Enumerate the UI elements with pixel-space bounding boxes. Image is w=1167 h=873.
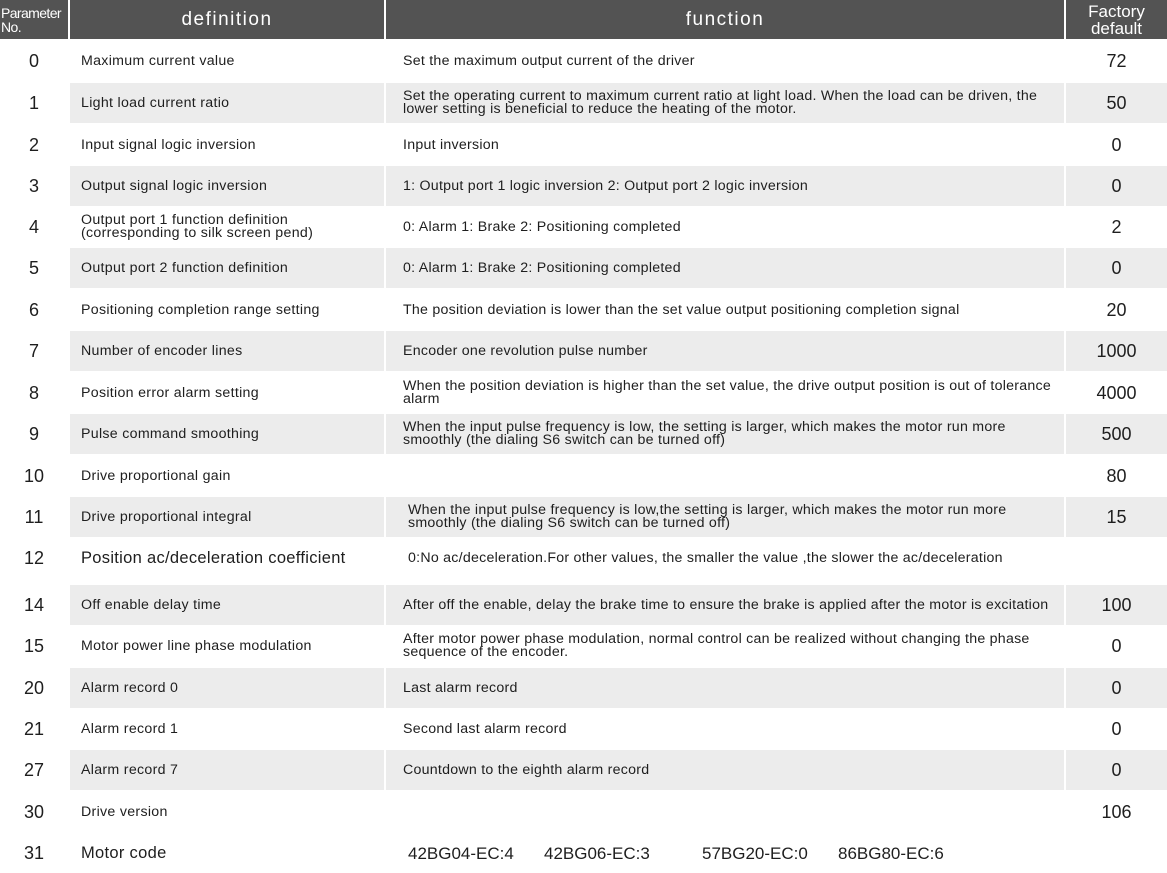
param-definition: Light load current ratio [70, 83, 384, 123]
param-no: 12 [23, 547, 45, 568]
param-no: 21 [23, 718, 45, 739]
param-definition: Drive version [81, 803, 168, 820]
param-no: 4 [28, 216, 39, 237]
param-function: The position deviation is lower than the set value output positioning completion signal [403, 301, 960, 318]
param-function: 0: Alarm 1: Brake 2: Positioning completed [386, 248, 1064, 288]
param-definition: Output port 1 function definition (corresponding to silk screen pend) [81, 212, 314, 241]
table-row [0, 585, 1167, 625]
param-definition: Maximum current value [81, 52, 235, 69]
table-row [0, 166, 1167, 206]
param-default: 0 [1066, 750, 1167, 790]
param-function: Encoder one revolution pulse number [386, 331, 1064, 371]
table-row [0, 41, 1167, 81]
param-function: When the input pulse frequency is low,the setting is larger, which makes the motor run more smoothly (the dialing S6 switch can be turned off) [386, 497, 1064, 537]
table-row [0, 792, 1167, 832]
param-no: 14 [23, 594, 45, 615]
param-default: 72 [1106, 50, 1127, 71]
param-no: 1 [28, 92, 39, 113]
param-default: 0 [1111, 134, 1122, 155]
table-row [0, 497, 1167, 537]
motor-codes [386, 833, 1064, 873]
param-definition: Output signal logic inversion [70, 166, 384, 206]
param-function: When the input pulse frequency is low, the setting is larger, which makes the motor run more smoothly (the dialing S6 switch can be turned off) [386, 414, 1064, 454]
param-function: Input inversion [403, 136, 500, 153]
header-parameter-label: Parameter [1, 4, 61, 21]
param-default: 2 [1111, 216, 1122, 237]
param-no: 2 [28, 134, 39, 155]
param-function [386, 792, 1064, 832]
table-row [0, 373, 1167, 413]
param-default [1066, 833, 1167, 873]
table-row [0, 538, 1167, 578]
param-no: 15 [23, 635, 45, 656]
param-no: 30 [23, 801, 45, 822]
param-default: 80 [1106, 465, 1127, 486]
param-definition: Off enable delay time [70, 585, 384, 625]
param-definition: Positioning completion range setting [81, 301, 320, 318]
param-default: 100 [1066, 585, 1167, 625]
param-default: 0 [1111, 635, 1122, 656]
param-definition: Alarm record 7 [70, 750, 384, 790]
table-row [0, 626, 1167, 666]
header-definition: definition [181, 8, 273, 30]
table-row [0, 290, 1167, 330]
param-definition: Motor power line phase modulation [81, 637, 312, 654]
param-definition: Output port 2 function definition [70, 248, 384, 288]
header-no-label: No. [1, 18, 21, 35]
table-row [0, 207, 1167, 247]
param-function [386, 456, 1064, 496]
param-definition: Position error alarm setting [81, 384, 259, 401]
param-default: 50 [1066, 83, 1167, 123]
param-function: After off the enable, delay the brake time to ensure the brake is applied after the motor is excitation [386, 585, 1064, 625]
table-header [0, 0, 1167, 39]
param-definition: Drive proportional gain [81, 467, 231, 484]
param-no: 10 [23, 465, 45, 486]
param-default: 0 [1066, 166, 1167, 206]
param-definition: Pulse command smoothing [70, 414, 384, 454]
table-row [0, 709, 1167, 749]
param-no: 3 [28, 175, 39, 196]
table-row [0, 750, 1167, 790]
table-row [0, 83, 1167, 123]
param-function: 0:No ac/deceleration.For other values, the smaller the value ,the slower the ac/deceleration [408, 549, 1003, 566]
header-parameter-no [0, 0, 68, 39]
motor-code: 42BG06-EC:3 [544, 843, 650, 863]
param-no: 20 [23, 677, 45, 698]
param-function: 0: Alarm 1: Brake 2: Positioning completed [403, 218, 681, 235]
header-factory-label: Factory [1088, 1, 1145, 21]
param-no: 6 [28, 299, 39, 320]
param-default: 0 [1066, 668, 1167, 708]
param-definition: Input signal logic inversion [81, 136, 256, 153]
param-function: Last alarm record [386, 668, 1064, 708]
param-default: 20 [1106, 299, 1127, 320]
motor-code: 42BG04-EC:4 [408, 843, 514, 863]
param-definition: Number of encoder lines [70, 331, 384, 371]
table-row [0, 248, 1167, 288]
param-default: 1000 [1066, 331, 1167, 371]
param-default: 0 [1066, 248, 1167, 288]
param-no: 7 [28, 340, 39, 361]
table-row [0, 125, 1167, 165]
param-function: 1: Output port 1 logic inversion 2: Output port 2 logic inversion [386, 166, 1064, 206]
param-function: Set the maximum output current of the driver [403, 52, 695, 69]
param-default: 500 [1066, 414, 1167, 454]
header-default-label: default [1090, 18, 1143, 38]
param-no: 0 [28, 50, 39, 71]
param-no: 9 [28, 423, 39, 444]
table-row [0, 833, 1167, 873]
motor-code: 86BG80-EC:6 [838, 843, 944, 863]
table-row [0, 456, 1167, 496]
param-default: 15 [1066, 497, 1167, 537]
param-definition: Drive proportional integral [70, 497, 384, 537]
param-function: After motor power phase modulation, normal control can be realized without changing the phase sequence of the encoder. [403, 631, 1030, 660]
param-default: 4000 [1096, 382, 1137, 403]
param-function: Second last alarm record [403, 720, 567, 737]
param-definition: Alarm record 1 [81, 720, 179, 737]
param-function: Set the operating current to maximum current ratio at light load. When the load can be driven, the lower setting is beneficial to reduce the heating of the motor. [386, 83, 1064, 123]
param-function: When the position deviation is higher than the set value, the drive output position is out of tolerance alarm [403, 378, 1052, 407]
table-row [0, 414, 1167, 454]
param-no: 27 [23, 759, 45, 780]
param-default: 0 [1111, 718, 1122, 739]
header-function: function [685, 8, 765, 30]
param-no: 5 [28, 257, 39, 278]
motor-code: 57BG20-EC:0 [702, 843, 808, 863]
table-row [0, 668, 1167, 708]
param-no: 11 [24, 506, 44, 527]
param-definition: Alarm record 0 [70, 668, 384, 708]
param-no: 8 [28, 382, 39, 403]
param-function: Countdown to the eighth alarm record [386, 750, 1064, 790]
param-default: 106 [1101, 801, 1132, 822]
header-factory-default [1066, 0, 1167, 39]
param-definition: Motor code [81, 843, 167, 862]
table-row [0, 331, 1167, 371]
param-no: 31 [23, 842, 45, 863]
param-definition: Position ac/deceleration coefficient [81, 548, 346, 567]
param-default [1066, 538, 1167, 578]
